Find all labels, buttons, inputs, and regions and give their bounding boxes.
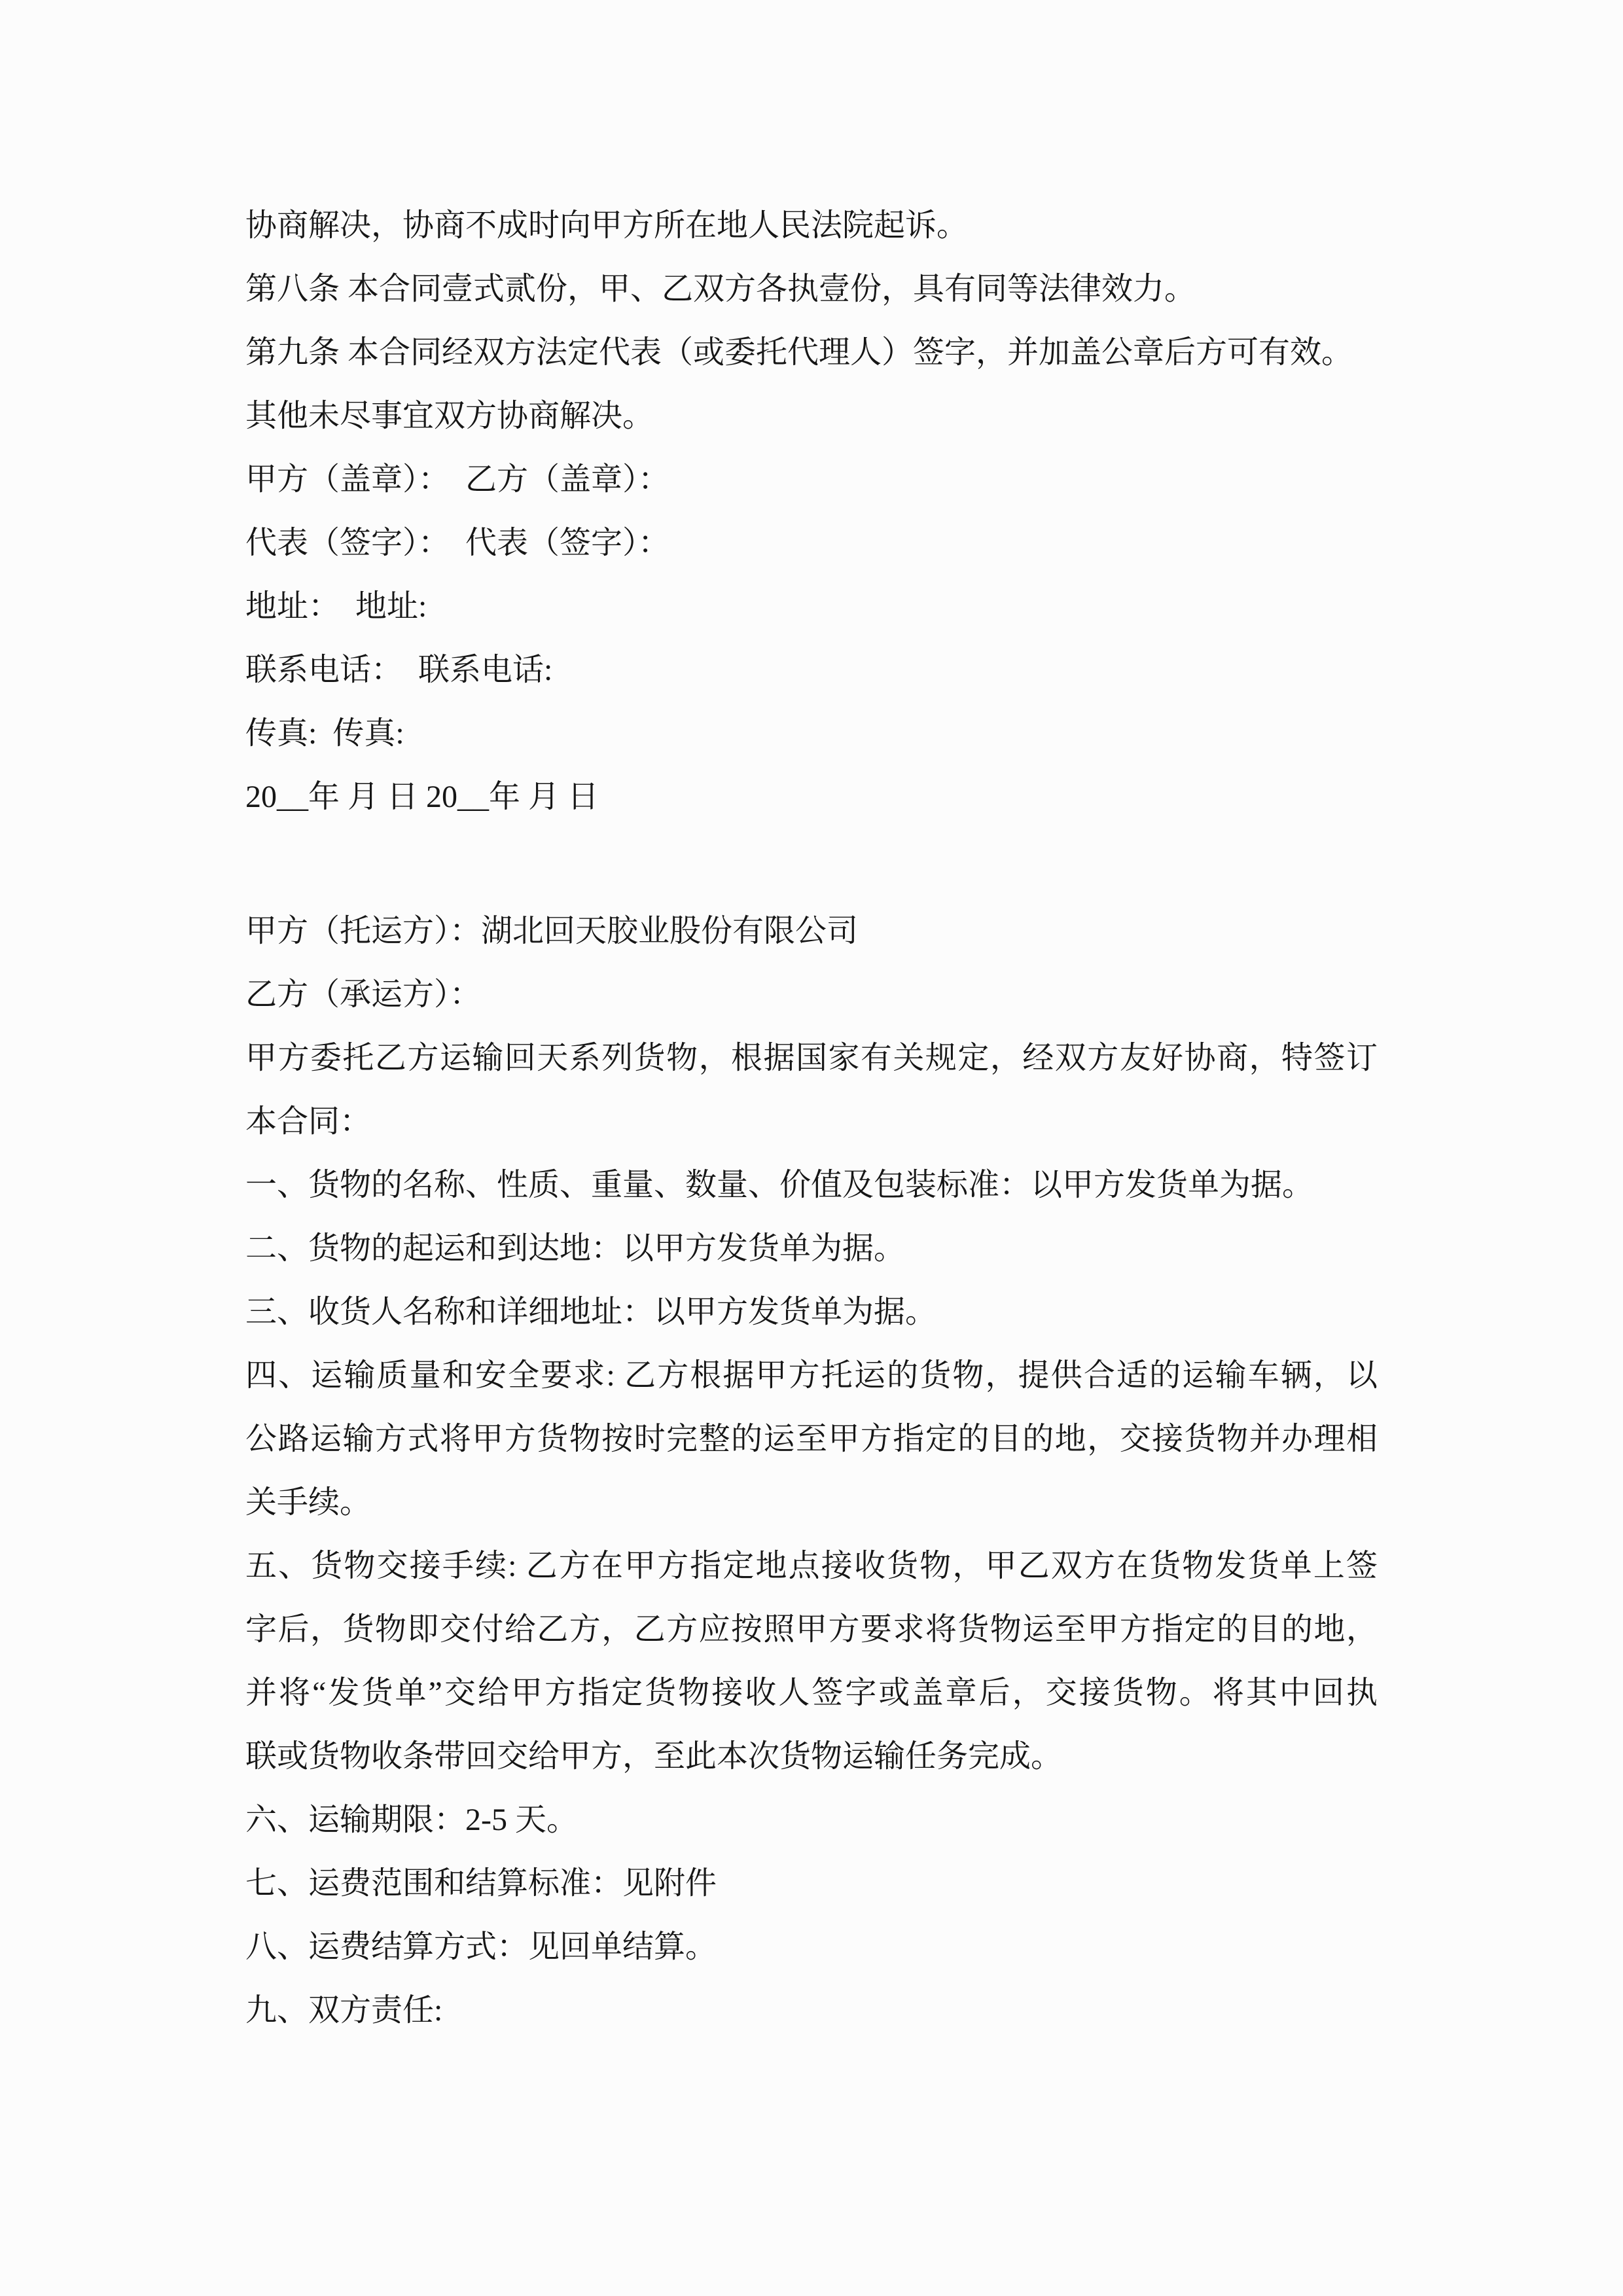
document-line: 二、货物的起运和到达地：以甲方发货单为据。 [245,1231,906,1266]
document-line: 联系电话： 联系电话: [245,653,553,687]
document-line: 七、运费范围和结算标准：见附件 [245,1866,717,1901]
document-line: 八、运费结算方式：见回单结算。 [245,1929,717,1964]
document-line: 传真: 传真: [245,716,404,751]
document-line: 关手续。 [245,1485,372,1520]
document-line: 甲方（托运方）：湖北回天胶业股份有限公司 [245,914,859,948]
document-line: 代表（签字）： 代表（签字）： [245,526,670,560]
document-line: 三、收货人名称和详细地址：以甲方发货单为据。 [245,1295,937,1329]
document-line: 并将“发货单”交给甲方指定货物接收人签字或盖章后，交接货物。将其中回执 [245,1676,1378,1710]
document-line: 联或货物收条带回交给甲方，至此本次货物运输任务完成。 [245,1739,1063,1774]
document-line: 甲方（盖章）： 乙方（盖章）： [245,462,670,497]
document-line: 字后，货物即交付给乙方，乙方应按照甲方要求将货物运至甲方指定的目的地， [245,1612,1378,1647]
document-line: 20__年 月 日 20__年 月 日 [245,780,599,814]
document-line: 九、双方责任: [245,1993,443,2028]
document-line: 六、运输期限：2-5 天。 [245,1803,578,1837]
document-line: 其他未尽事宜双方协商解决。 [245,399,654,433]
document-line: 甲方委托乙方运输回天系列货物，根据国家有关规定，经双方友好协商，特签订 [245,1041,1378,1075]
document-line: 四、运输质量和安全要求: 乙方根据甲方托运的货物，提供合适的运输车辆，以 [245,1358,1378,1393]
document-line: 第八条 本合同壹式贰份，甲、乙双方各执壹份，具有同等法律效力。 [245,272,1196,306]
transport-contract-section [245,899,1378,2042]
closing-terms-section [245,194,1378,829]
document-line: 一、货物的名称、性质、重量、数量、价值及包装标准：以甲方发货单为据。 [245,1168,1314,1202]
document-line: 乙方（承运方）： [245,977,482,1012]
document-line: 第九条 本合同经双方法定代表（或委托代理人）签字，并加盖公章后方可有效。 [245,335,1353,370]
document-line: 五、货物交接手续: 乙方在甲方指定地点接收货物，甲乙双方在货物发货单上签 [245,1549,1378,1583]
document-line: 地址： 地址: [245,589,427,624]
document-line: 协商解决，协商不成时向甲方所在地人民法院起诉。 [245,208,969,243]
document-line: 本合同： [245,1104,372,1139]
document-line: 公路运输方式将甲方货物按时完整的运至甲方指定的目的地，交接货物并办理相 [245,1422,1378,1456]
